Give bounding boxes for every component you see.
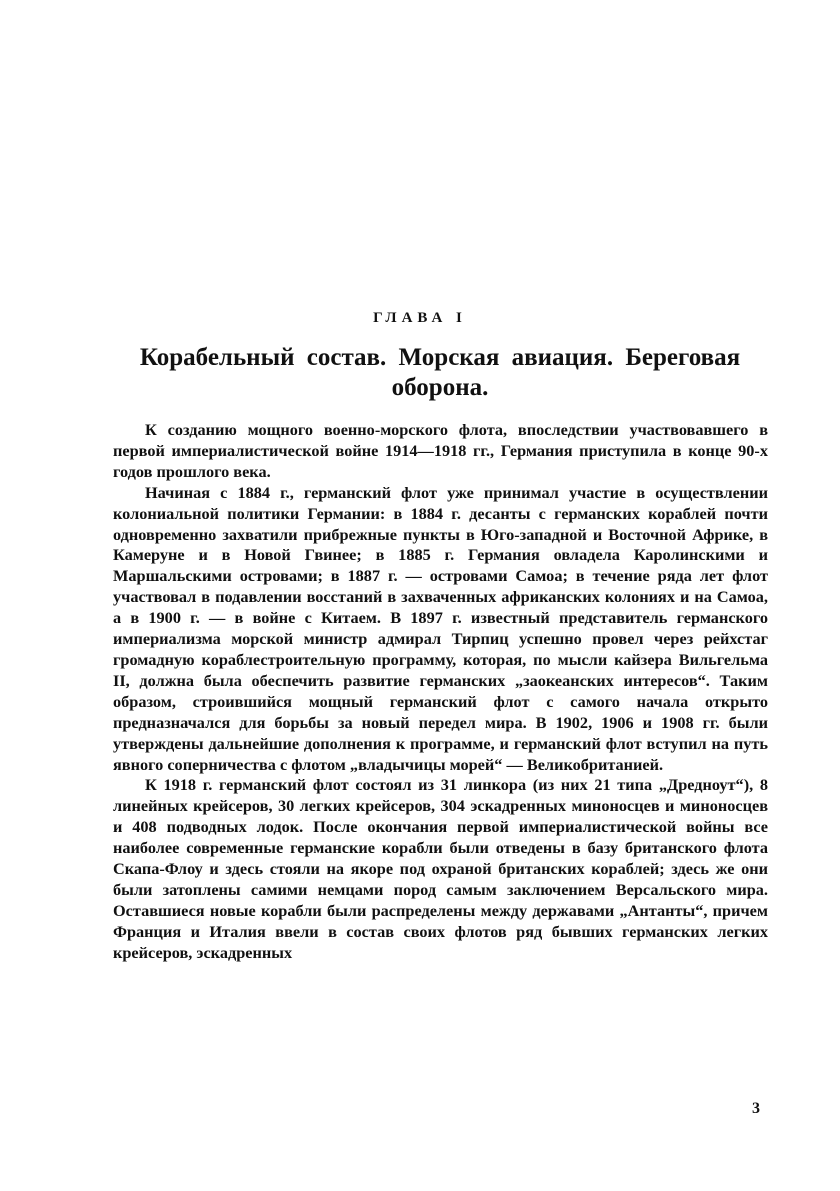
body-text (113, 420, 768, 964)
chapter-label: ГЛАВА I (373, 310, 467, 326)
chapter-title: Корабельный состав. Морская авиация. Береговая оборона. (139, 344, 741, 401)
paragraph-1: К созданию мощного военно-морского флота, впоследствии участвовавшего в первой империалистической войне 1914—1918 гг., Германия приступила в конце 90-х годов прошлого века. (113, 420, 768, 481)
paragraph-2: Начиная с 1884 г., германский флот уже принимал участие в осуществлении колониальной политики Германии: в 1884 г. десанты с германских кораблей почти одновременно захватили прибрежные пункты в Юго-западной и Восточной Африке, в Камеруне и в Новой Гвинее; в 1885 г. Германия овладела Каролинскими и Маршальскими островами; в 1887 г. — островами Самоа; в течение ряда лет флот участвовал в подавлении восстаний в захваченных африканских колониях и на Самоа, а в 1900 г. — в войне с Китаем. В 1897 г. известный представитель германского империализма морской министр адмирал Тирпиц успешно провел через рейхстаг громадную кораблестроительную программу, которая, по мысли кайзера Вильгельма II, должна была обеспечить развитие германских „заокеанских интересов“. Таким образом, строившийся мощный германский флот с самого начала открыто предназначался для борьбы за новый передел мира. В 1902, 1906 и 1908 гг. были утверждены дальнейшие дополнения к программе, и германский флот вступил на путь явного соперничества с флотом „владычицы морей“ — Великобританией. (113, 482, 768, 774)
page-number: 3 (752, 1100, 760, 1117)
paragraph-3: К 1918 г. германский флот состоял из 31 линкора (из них 21 типа „Дредноут“), 8 линейных крейсеров, 30 легких крейсеров, 304 эскадренных миноносцев и миноносцев и 408 подводных лодок. После окончания первой империалистической войны все наиболее современные германские корабли были отведены в базу британского флота Скапа-Флоу и здесь стояли на якоре под охраной британских кораблей; здесь же они были затоплены самими немцами пород самым заключением Версальского мира. Оставшиеся новые корабли были распределены между державами „Антанты“, причем Франция и Италия ввели в состав своих флотов ряд бывших германских легких крейсеров, эскадренных (113, 775, 768, 962)
